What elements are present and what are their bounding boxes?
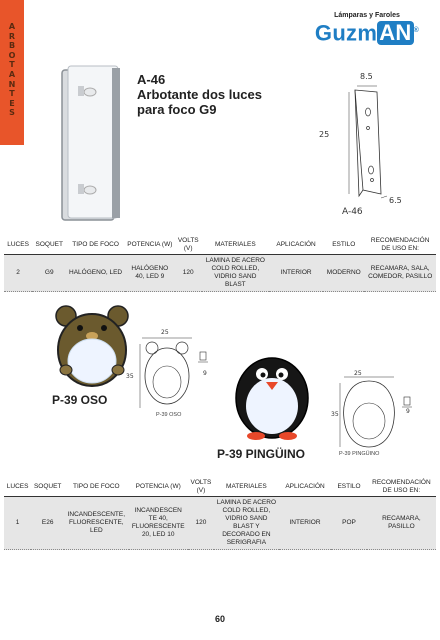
dimension-width-pinguino: 25 (354, 370, 362, 377)
dimension-height-pinguino: 35 (331, 411, 339, 418)
product-title-oso: P-39 OSO (52, 393, 108, 407)
product-photo-a46 (52, 62, 132, 232)
dimension-width-a46: 8.5 (360, 72, 373, 81)
table-header-row: LUCES SOQUET TIPO DE FOCO POTENCIA (W) VOLTS (V) MATERIALES APLICACIÓN ESTILO RECOMENDACIÓN DE USO EN: (4, 478, 436, 497)
side-category-letters: A R B O T A N T E S (8, 22, 16, 118)
table-header-row: LUCES SOQUET TIPO DE FOCO POTENCIA (W) VOLTS (V) MATERIALES APLICACIÓN ESTILO RECOMENDACIÓN DE USO EN: (4, 236, 436, 255)
product-title-a46: A-46 Arbotante dos luces para foco G9 (137, 72, 262, 117)
table-row: 1 E26 INCANDESCENTE, FLUORESCENTE, LED INCANDESCEN TE 40, FLUORESCENTE 20, LED 10 120 LAMINA DE ACERO COLD ROLLED, VIDRIO SAND BLAST Y DECORADO EN SERIGRAFIA INTERIOR POP RECAMARA, PASILLO (4, 497, 436, 550)
drawing-code-a46: A-46 (342, 207, 363, 217)
dimension-depth-oso: 9 (203, 370, 207, 377)
dimension-height-oso: 35 (126, 373, 134, 380)
product-title-pinguino: P-39 PINGÜINO (217, 447, 306, 461)
drawing-caption-oso: P-39 OSO (156, 412, 182, 418)
brand-name: GuzmAN ® (314, 20, 420, 46)
dimension-height-a46: 25 (319, 130, 330, 139)
page-number: 60 (214, 614, 225, 624)
spec-table-a46 (4, 236, 436, 292)
spec-table-p39 (4, 478, 436, 550)
drawing-caption-pinguino: P-39 PINGÜINO (339, 451, 380, 457)
brand-logo (308, 12, 426, 45)
table-row: 2 G9 HALÓGENO, LED HALÓGENO 40, LED 9 120 LAMINA DE ACERO COLD ROLLED, VIDRIO SAND BLAST INTERIOR MODERNO RECAMARA, SALA, COMEDOR, PASILLO (4, 255, 436, 292)
dimension-depth-a46: 6.5 (389, 196, 402, 205)
brand-tagline: Lámparas y Faroles (334, 12, 400, 19)
dimension-depth-pinguino: 9 (406, 408, 410, 415)
technical-drawing-a46 (315, 70, 395, 210)
product-photo-oso (52, 304, 132, 388)
product-photo-pinguino (230, 350, 314, 442)
dimension-width-oso: 25 (161, 329, 169, 336)
